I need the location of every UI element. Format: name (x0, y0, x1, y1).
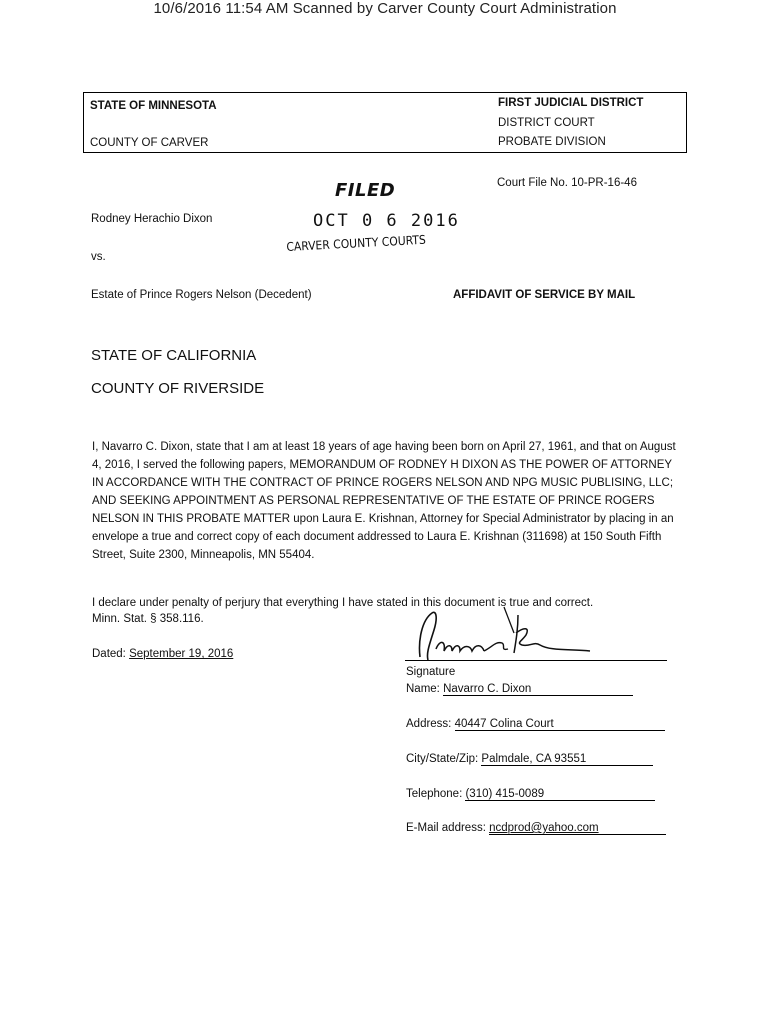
affidavit-body: I, Navarro C. Dixon, state that I am at least 18 years of age having been born on April 27, 1961, and that on August 4, 2016, I served the following papers, MEMORANDUM OF RODNEY H DIXON AS THE POWER OF ATTORNEY IN ACCORDANCE WITH THE CONTRACT OF PRINCE ROGERS NELSON AND NPG MUSIC PUBLISING, LLC; AND SEEKING APPOINTMENT AS PERSONAL REPRESENTATIVE OF THE ESTATE OF PRINCE ROGERS NELSON IN THIS PROBATE MATTER upon Laura E. Krishnan, Attorney for Special Administrator by placing in an envelope a true and correct copy of each document addressed to Laura E. Krishnan (311698) at 150 South Fifth Street, Suite 2300, Minneapolis, MN 55404. (92, 441, 676, 561)
venue-state: STATE OF CALIFORNIA (91, 347, 257, 364)
signer-address-field (406, 718, 665, 731)
venue-county: COUNTY OF RIVERSIDE (91, 380, 265, 397)
address-label: Address: (406, 718, 455, 730)
filed-stamp-date: OCT 0 6 2016 (313, 211, 460, 231)
declaration-line: I declare under penalty of perjury that everything I have stated in this document is true and correct. (92, 597, 594, 609)
filed-stamp: FILED (335, 180, 396, 201)
dated-field (92, 648, 233, 660)
signature-label: Signature (406, 666, 456, 678)
email-label: E-Mail address: (406, 822, 490, 834)
name-label: Name: (406, 683, 444, 695)
caption-county: COUNTY OF CARVER (90, 137, 209, 149)
signer-email-field (406, 822, 666, 835)
document-title: AFFIDAVIT OF SERVICE BY MAIL (453, 289, 636, 301)
city-value: Palmdale, CA 93551 (481, 753, 587, 765)
filed-stamp-courts: CARVER COUNTY COURTS (286, 232, 427, 254)
email-value: ncdprod@yahoo.com (489, 822, 599, 834)
case-caption-box (83, 92, 687, 153)
handwritten-signature (400, 605, 670, 665)
dated-value: September 19, 2016 (129, 648, 234, 660)
court-file-number: Court File No. 10-PR-16-46 (497, 177, 637, 189)
address-value: 40447 Colina Court (454, 718, 554, 730)
declaration-statute: Minn. Stat. § 358.116. (92, 613, 204, 625)
defendant-name: Estate of Prince Rogers Nelson (Decedent) (91, 289, 312, 301)
signature-line (405, 660, 667, 661)
signer-city-field (406, 753, 653, 766)
phone-label: Telephone: (406, 788, 466, 800)
name-value: Navarro C. Dixon (443, 683, 532, 695)
scan-header: 10/6/2016 11:54 AM Scanned by Carver County Court Administration (153, 0, 617, 17)
signer-name-field (406, 683, 633, 696)
dated-label: Dated: (92, 648, 130, 660)
caption-court: DISTRICT COURT (498, 117, 595, 129)
phone-value: (310) 415-0089 (465, 788, 545, 800)
caption-division: PROBATE DIVISION (498, 136, 606, 148)
versus-label: vs. (91, 251, 106, 263)
signer-phone-field (406, 788, 655, 801)
caption-state: STATE OF MINNESOTA (90, 100, 217, 112)
caption-district: FIRST JUDICIAL DISTRICT (498, 97, 644, 109)
city-label: City/State/Zip: (406, 753, 482, 765)
plaintiff-name: Rodney Herachio Dixon (91, 213, 213, 225)
